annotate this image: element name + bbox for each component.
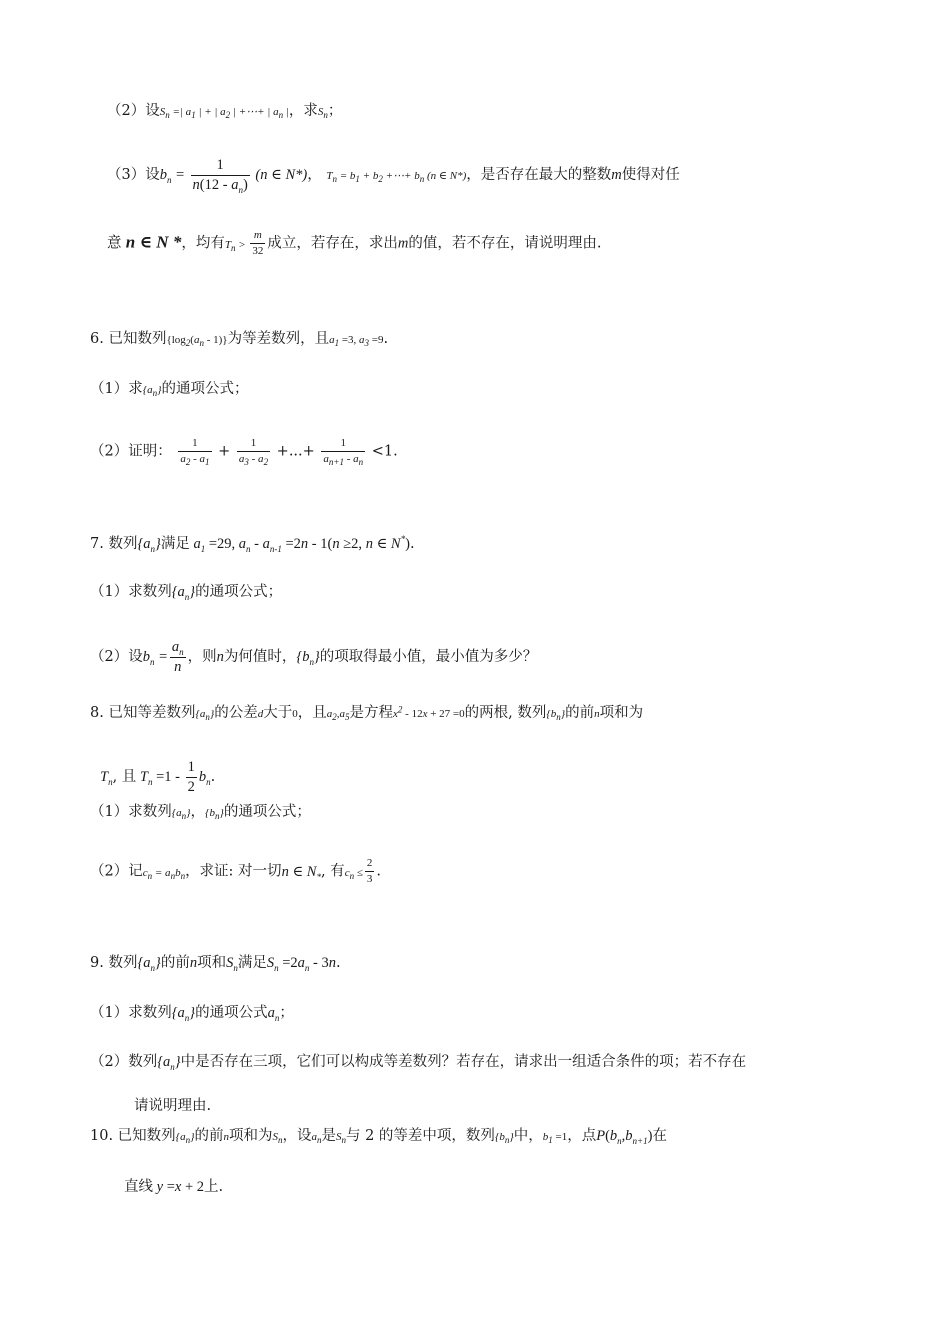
problem-9-part-1: （1）求数列$\{a_n\}$的通项公式$a_n$； — [90, 1005, 294, 1023]
problem-6-part-2: （2）证明： $\frac{1}{a_2 - a_1}$ + $\frac{1}{a_3 - a_2}$ +...+ $\frac{1}{a_{n+1} - a_n}$ <1. — [90, 437, 398, 468]
problem-8-line-2: $T_n$, 且 $T_n =1$ - $\frac{1}{2}$ $b_n$. — [100, 759, 216, 795]
problem-8-part-1: （1）求数列$\{a_n\}$，$\{b_n\}$的通项公式； — [90, 804, 311, 822]
problem-8: 8. 已知等差数列$\{a_n\}$的公差d大于0，且$a_2,a_5$是方程$x^2 - 12x + 27 =0$的两根, 数列$\{b_n\}$的前n项和为 — [90, 704, 644, 723]
problem-5-part-2: （2）设$S_n$ =| $a_1$ | + | $a_2$ | +⋯+ | $a_n$ |，求$S_n$； — [107, 103, 343, 121]
problem-7: 7. 数列$\{a_n\}$满足 $a_1 =29$, $a_n - a_{n-1} =2n - 1(n \ge 2$, n ∈ N*). — [90, 534, 415, 554]
problem-9-part-2-line-2: 请说明理由. — [134, 1098, 212, 1114]
problem-9: 9. 数列$\{a_n\}$的前n项和$S_n$满足$S_n =2a_n - 3n$. — [90, 955, 341, 973]
problem-7-part-1: （1）求数列$\{a_n\}$的通项公式； — [90, 584, 283, 602]
problem-10-line-2: 直线 y =x + 2上. — [124, 1179, 224, 1195]
problem-5-part-3-line-2: 意 n ∈ N *，均有$T_n$ > $\frac{m}{32}$ 成立，若存在，求出m的值，若不存在，请说明理由. — [107, 229, 602, 257]
problem-9-part-2: （2）数列$\{a_n\}$中是否存在三项，它们可以构成等差数列？若存在，请求出一组适合条件的项；若不存在 — [90, 1054, 747, 1072]
fraction: $\frac{1}{n(12 - a_n)}$ — [192, 157, 248, 195]
problem-8-part-2: （2）记$c_n = a_nb_n$，求证: 对一切n ∈ $N_*$, 有$c_n$ ≤ $\frac{2}{3}$ . — [90, 857, 381, 885]
problem-5-part-3: （3）设$b_n$ = $\frac{1}{n(12 - a_n)}$ (n ∈ N*)， $T_n = b_1 + b_2$ +⋯+ $b_n$ (n ∈ N*)，是否存在最大的整数m使得对任 — [107, 157, 680, 195]
problem-10: 10. 已知数列$\{a_n\}$的前n项和为$S_n$，设$a_n$是$S_n$与 2 的等差中项，数列$\{b_n\}$中，$b_1 =1$，点$P(b_n,b_{n+1})$在 — [90, 1128, 667, 1146]
problem-6-part-1: （1）求$\{a_n\}$的通项公式； — [90, 381, 249, 399]
problem-6: 6. 已知数列$\{\log_2(a_n - 1)\}$为等差数列，且$a_1 =3$, $a_3 =9$. — [90, 331, 389, 349]
problem-7-part-2: （2）设$b_n$ = $\frac{a_n}{n}$ ，则n为何值时，$\{b_n\}$的项取得最小值，最小值为多少？ — [90, 639, 538, 675]
